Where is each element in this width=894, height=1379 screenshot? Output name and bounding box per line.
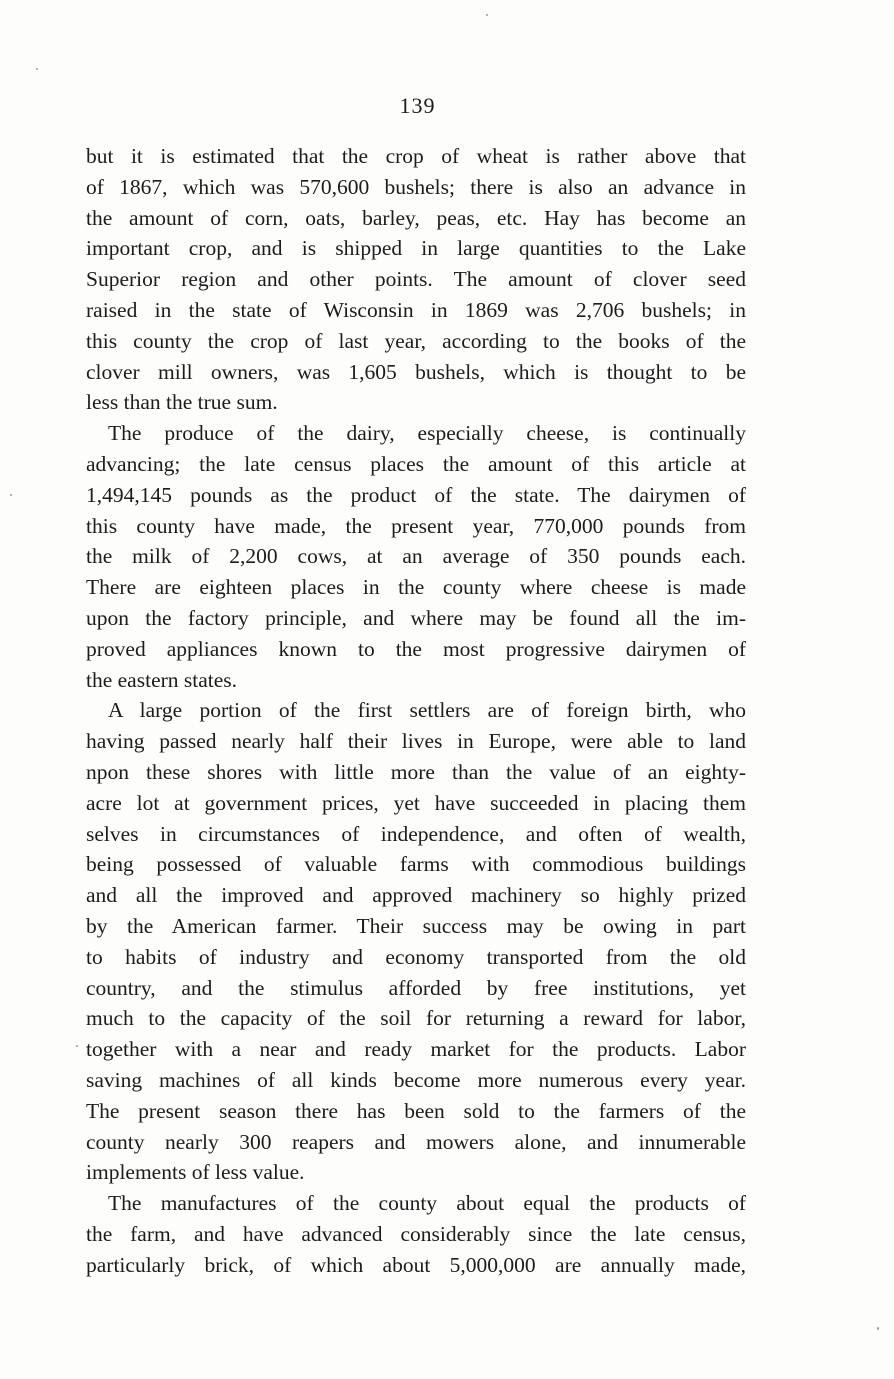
text-line: the farm, and have advanced considerably since the late census, bbox=[86, 1221, 746, 1246]
scan-speck bbox=[36, 68, 38, 70]
page-number: 139 bbox=[399, 93, 436, 118]
text-line: advancing; the late census places the amount of this article at bbox=[86, 451, 746, 476]
text-line: The present season there has been sold to the farmers of the bbox=[86, 1098, 746, 1123]
text-line: acre lot at government prices, yet have succeeded in placing them bbox=[86, 790, 746, 815]
text-line: but it is estimated that the crop of wheat is rather above that bbox=[86, 144, 746, 168]
text-line: this county have made, the present year, 770,000 pounds from bbox=[86, 513, 746, 538]
text-line: being possessed of valuable farms with commodious buildings bbox=[86, 852, 746, 877]
paragraph-3 bbox=[86, 695, 746, 1188]
paragraph-2 bbox=[86, 418, 746, 695]
paragraph-1 bbox=[86, 141, 746, 418]
text-line: and all the improved and approved machinery so highly prized bbox=[86, 883, 746, 908]
text-line: important crop, and is shipped in large quantities to the Lake bbox=[86, 236, 746, 261]
text-line: raised in the state of Wisconsin in 1869 was 2,706 bushels; in bbox=[86, 297, 746, 322]
text-line: having passed nearly half their lives in Europe, were able to land bbox=[86, 729, 746, 754]
text-line: together with a near and ready market for the products. Labor bbox=[86, 1037, 746, 1062]
text-line: proved appliances known to the most progressive dairymen of bbox=[86, 636, 746, 661]
text-line: implements of less value. bbox=[86, 1160, 305, 1185]
text-line: selves in circumstances of independence, and often of wealth, bbox=[86, 821, 746, 846]
text-line: country, and the stimulus afforded by free institutions, yet bbox=[86, 975, 746, 1000]
text-line: the amount of corn, oats, barley, peas, etc. Hay has become an bbox=[86, 205, 746, 230]
text-line: The manufactures of the county about equal the products of bbox=[108, 1191, 746, 1216]
scan-speck bbox=[877, 1327, 879, 1330]
scan-speck bbox=[76, 1045, 78, 1047]
text-line: saving machines of all kinds become more numerous every year. bbox=[86, 1067, 746, 1092]
text-line: the milk of 2,200 cows, at an average of 350 pounds each. bbox=[86, 544, 746, 569]
text-line: 1,494,145 pounds as the product of the state. The dairymen of bbox=[86, 482, 746, 507]
text-line: There are eighteen places in the county where cheese is made bbox=[86, 575, 746, 600]
scan-speck bbox=[10, 494, 12, 496]
text-line: of 1867, which was 570,600 bushels; there is also an advance in bbox=[86, 174, 746, 199]
text-line: this county the crop of last year, according to the books of the bbox=[86, 328, 746, 353]
text-line: by the American farmer. Their success may be owing in part bbox=[86, 913, 746, 938]
text-line: less than the true sum. bbox=[86, 390, 278, 415]
text-line: county nearly 300 reapers and mowers alone, and innumerable bbox=[86, 1129, 746, 1154]
text-line: to habits of industry and economy transported from the old bbox=[86, 944, 746, 969]
text-line: upon the factory principle, and where may be found all the im- bbox=[86, 605, 746, 630]
paragraph-4 bbox=[86, 1188, 746, 1280]
text-line: much to the capacity of the soil for returning a reward for labor, bbox=[86, 1006, 746, 1031]
text-line: The produce of the dairy, especially cheese, is continually bbox=[108, 421, 746, 446]
text-line: npon these shores with little more than the value of an eighty- bbox=[86, 759, 746, 784]
text-line: particularly brick, of which about 5,000,000 are annually made, bbox=[86, 1252, 746, 1277]
text-line: Superior region and other points. The amount of clover seed bbox=[86, 267, 746, 292]
body-text bbox=[86, 141, 746, 1280]
text-line: the eastern states. bbox=[86, 667, 238, 692]
scan-speck bbox=[486, 14, 488, 16]
text-line: clover mill owners, was 1,605 bushels, which is thought to be bbox=[86, 359, 746, 384]
text-line: A large portion of the first settlers are of foreign birth, who bbox=[108, 698, 746, 723]
